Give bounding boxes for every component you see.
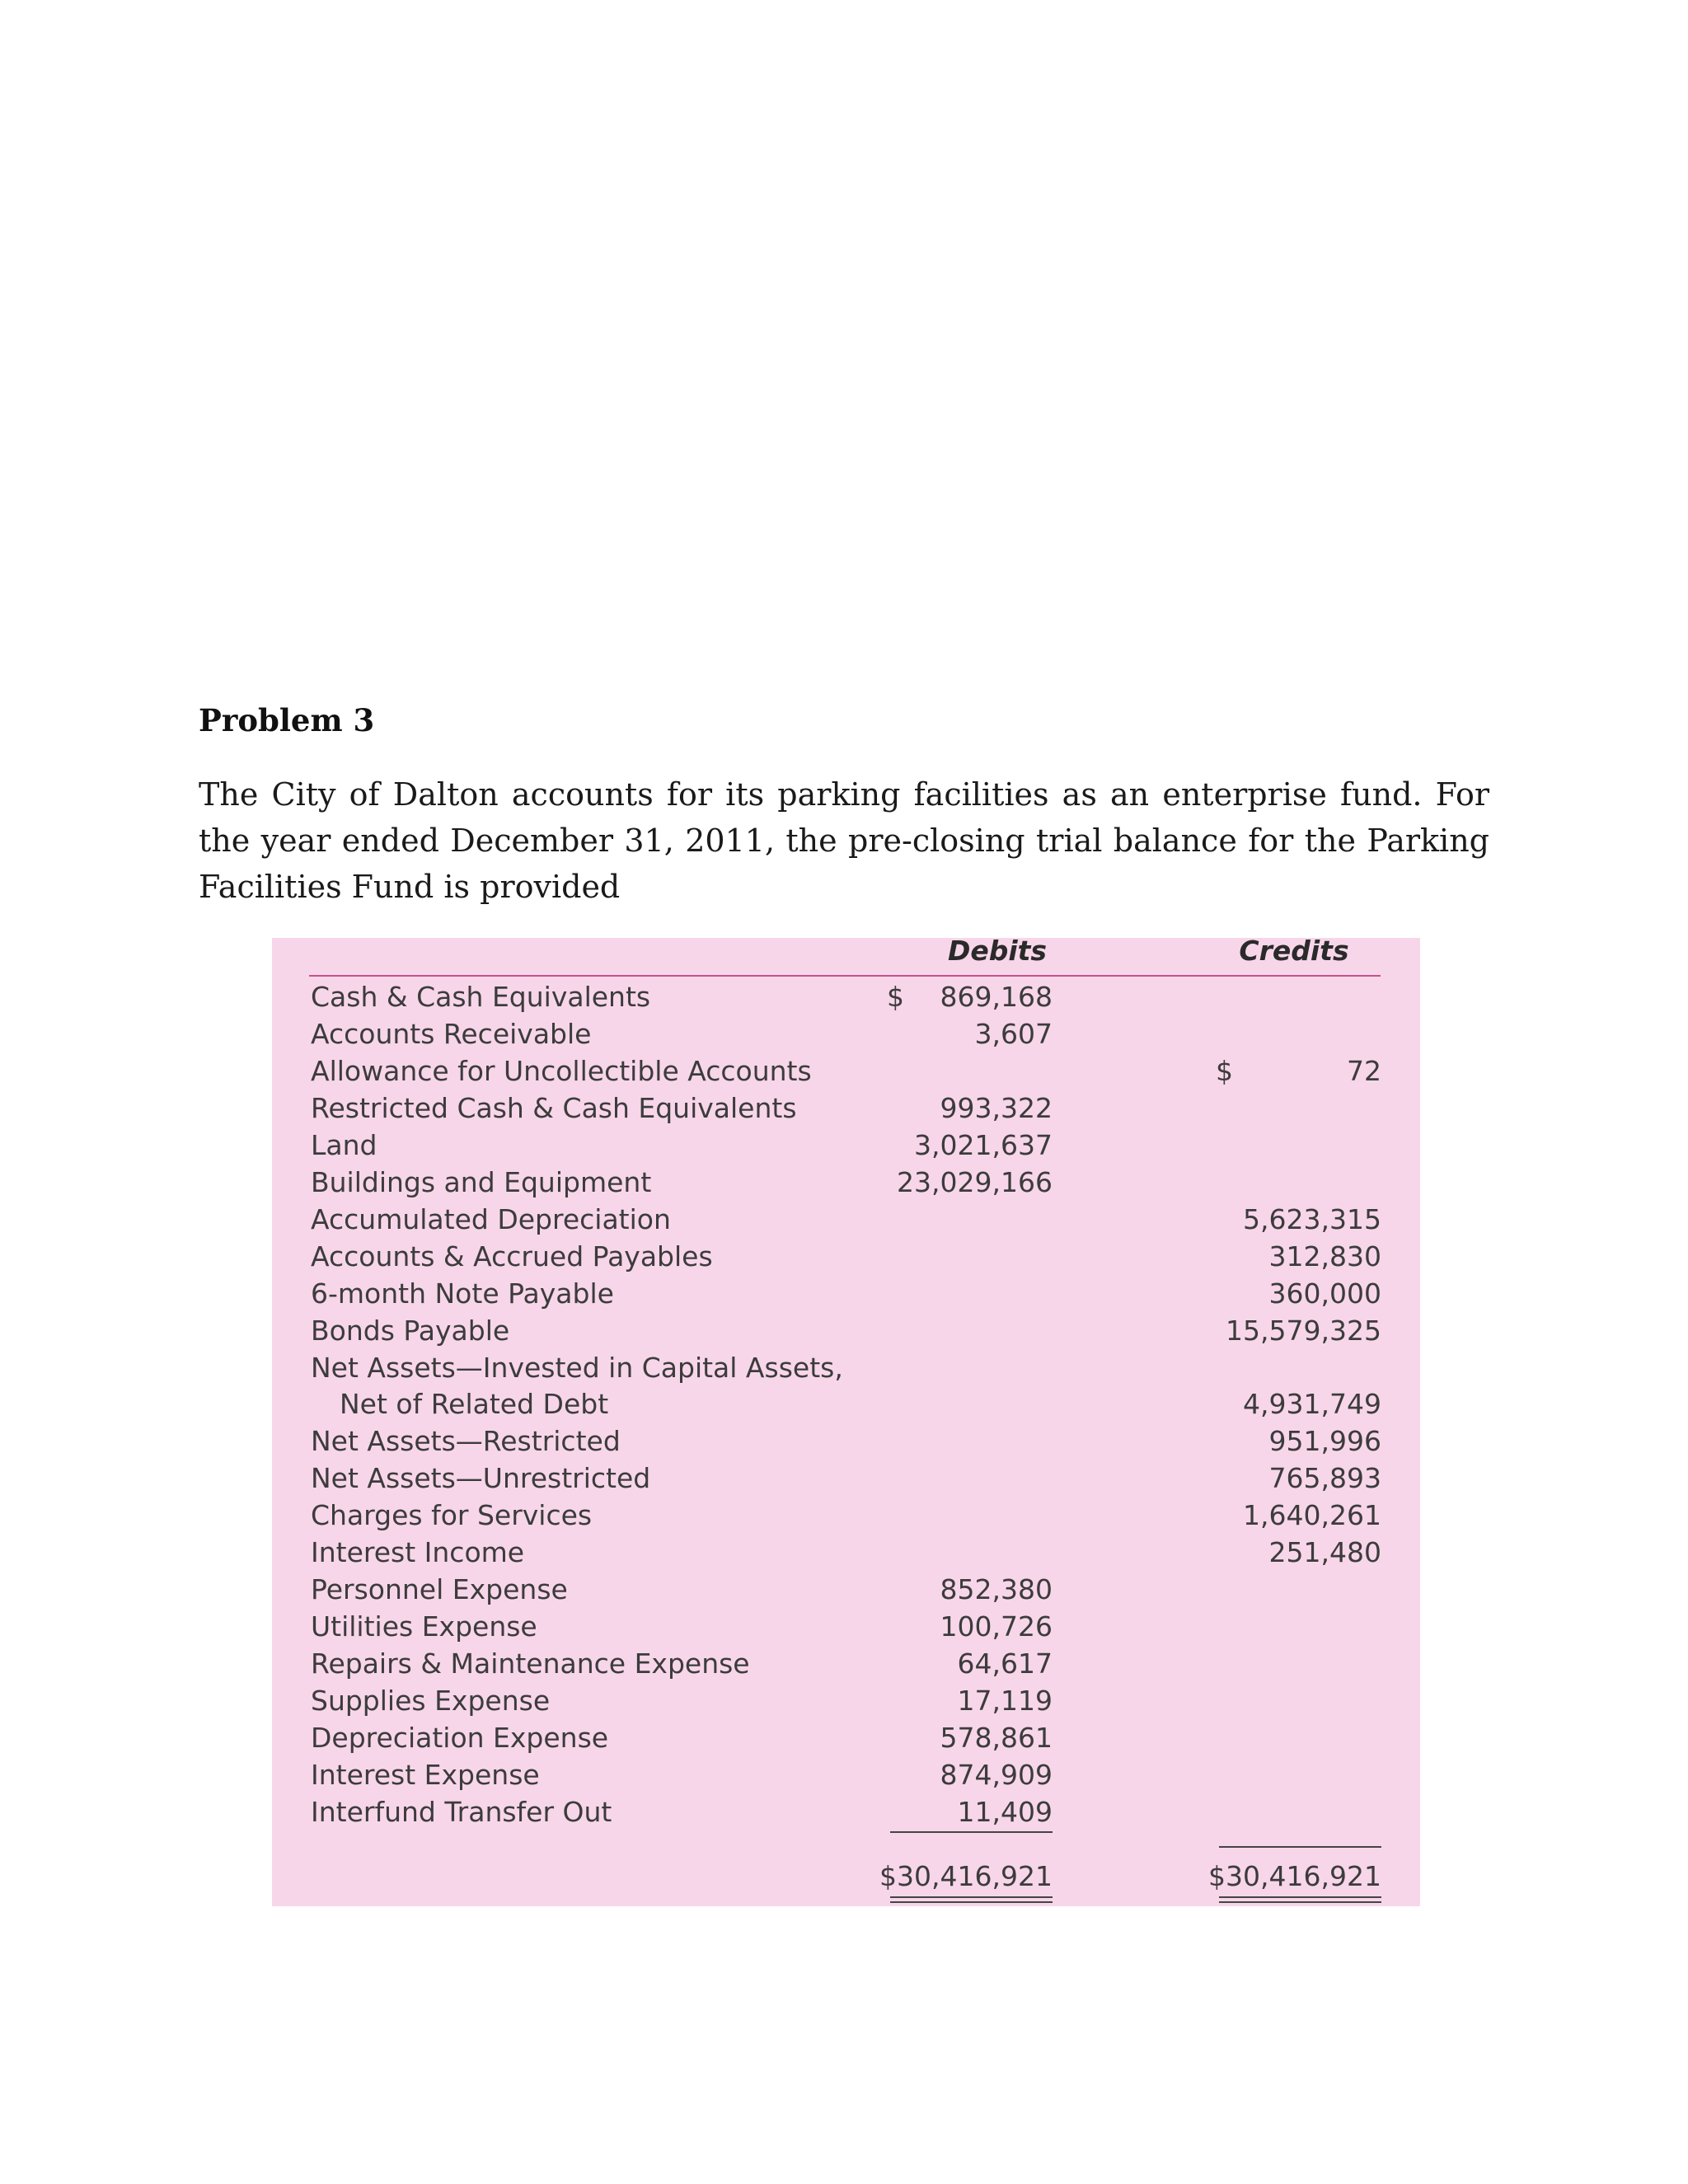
table-row [0, 1756, 1688, 1793]
account-name: Net Assets—Restricted [311, 1425, 621, 1457]
table-row [0, 1422, 1688, 1460]
problem-title: Problem 3 [199, 702, 375, 738]
debit-amount: 578,861 [940, 1722, 1053, 1754]
debit-amount: 23,029,166 [897, 1166, 1053, 1198]
debit-amount: 852,380 [940, 1573, 1053, 1605]
account-name: Allowance for Uncollectible Accounts [311, 1055, 812, 1087]
table-row [0, 1682, 1688, 1719]
credit-amount: 72 [1347, 1055, 1381, 1087]
account-name: Net Assets—Unrestricted [311, 1462, 651, 1494]
debit-amount: 869,168 [940, 981, 1053, 1013]
table-row [0, 1793, 1688, 1830]
account-name: Charges for Services [311, 1499, 593, 1531]
account-name: Personnel Expense [311, 1573, 568, 1605]
table-row [0, 1460, 1688, 1497]
debit-amount: 993,322 [940, 1092, 1053, 1124]
debit-dollar-sign: $ [887, 981, 904, 1013]
debit-amount: 100,726 [940, 1610, 1053, 1643]
debit-amount: 874,909 [940, 1759, 1053, 1791]
debit-amount: 3,607 [974, 1018, 1053, 1050]
table-row [0, 1571, 1688, 1608]
debit-total: $30,416,921 [879, 1860, 1053, 1892]
table-row [0, 1164, 1688, 1201]
table-row [0, 1608, 1688, 1645]
credit-amount: 4,931,749 [1243, 1388, 1381, 1420]
credits-column-header: Credits [1239, 935, 1349, 967]
table-row [0, 1497, 1688, 1534]
credit-sum-rule [1219, 1846, 1381, 1848]
credit-dollar-sign: $ [1216, 1055, 1233, 1087]
credit-amount: 1,640,261 [1243, 1499, 1381, 1531]
account-name: Interest Income [311, 1536, 525, 1568]
debit-amount: 3,021,637 [914, 1129, 1053, 1161]
table-row [0, 1015, 1688, 1052]
account-name: Land [311, 1129, 377, 1161]
debit-amount: 64,617 [957, 1647, 1053, 1680]
account-name: Net Assets—Invested in Capital Assets, [311, 1352, 843, 1384]
credit-amount: 360,000 [1268, 1277, 1381, 1310]
table-row [0, 1090, 1688, 1127]
account-name: Depreciation Expense [311, 1722, 609, 1754]
table-row [0, 1201, 1688, 1238]
credit-amount: 251,480 [1268, 1536, 1381, 1568]
credit-total: $30,416,921 [1208, 1860, 1381, 1892]
credit-total-double-rule [1219, 1896, 1381, 1898]
problem-intro-paragraph: The City of Dalton accounts for its parking facilities as an enterprise fund. For the year ended December 31, 2011, the pre-closing trial balance for the Parking Facilities Fund is provided [199, 776, 1489, 905]
table-row [0, 1312, 1688, 1349]
account-name: Supplies Expense [311, 1685, 551, 1717]
credit-amount: 765,893 [1268, 1462, 1381, 1494]
account-name: Accumulated Depreciation [311, 1203, 671, 1235]
account-name: Cash & Cash Equivalents [311, 981, 651, 1013]
table-row [0, 1534, 1688, 1571]
credit-total-double-rule [1219, 1901, 1381, 1903]
debit-amount: 11,409 [957, 1796, 1053, 1828]
table-row [0, 1275, 1688, 1312]
credit-amount: 951,996 [1268, 1425, 1381, 1457]
account-name: Net of Related Debt [340, 1388, 609, 1420]
table-row [0, 1349, 1688, 1386]
credit-amount: 5,623,315 [1243, 1203, 1381, 1235]
credit-amount: 312,830 [1268, 1240, 1381, 1272]
debit-sum-rule [890, 1831, 1053, 1833]
account-name: 6-month Note Payable [311, 1277, 614, 1310]
account-name: Interfund Transfer Out [311, 1796, 612, 1828]
account-name: Accounts Receivable [311, 1018, 592, 1050]
credit-amount: 15,579,325 [1226, 1315, 1381, 1347]
table-row [0, 978, 1688, 1015]
account-name: Repairs & Maintenance Expense [311, 1647, 750, 1680]
debit-total-double-rule [890, 1901, 1053, 1903]
table-row [0, 1385, 1688, 1422]
account-name: Bonds Payable [311, 1315, 510, 1347]
table-row [0, 1645, 1688, 1682]
account-name: Restricted Cash & Cash Equivalents [311, 1092, 797, 1124]
table-row [0, 1052, 1688, 1090]
account-name: Interest Expense [311, 1759, 540, 1791]
table-row [0, 1719, 1688, 1756]
account-name: Accounts & Accrued Payables [311, 1240, 713, 1272]
table-row [0, 1238, 1688, 1275]
account-name: Buildings and Equipment [311, 1166, 652, 1198]
header-rule [309, 975, 1381, 977]
debit-amount: 17,119 [957, 1685, 1053, 1717]
debit-total-double-rule [890, 1896, 1053, 1898]
table-row [0, 1127, 1688, 1164]
debits-column-header: Debits [947, 935, 1048, 967]
account-name: Utilities Expense [311, 1610, 537, 1643]
